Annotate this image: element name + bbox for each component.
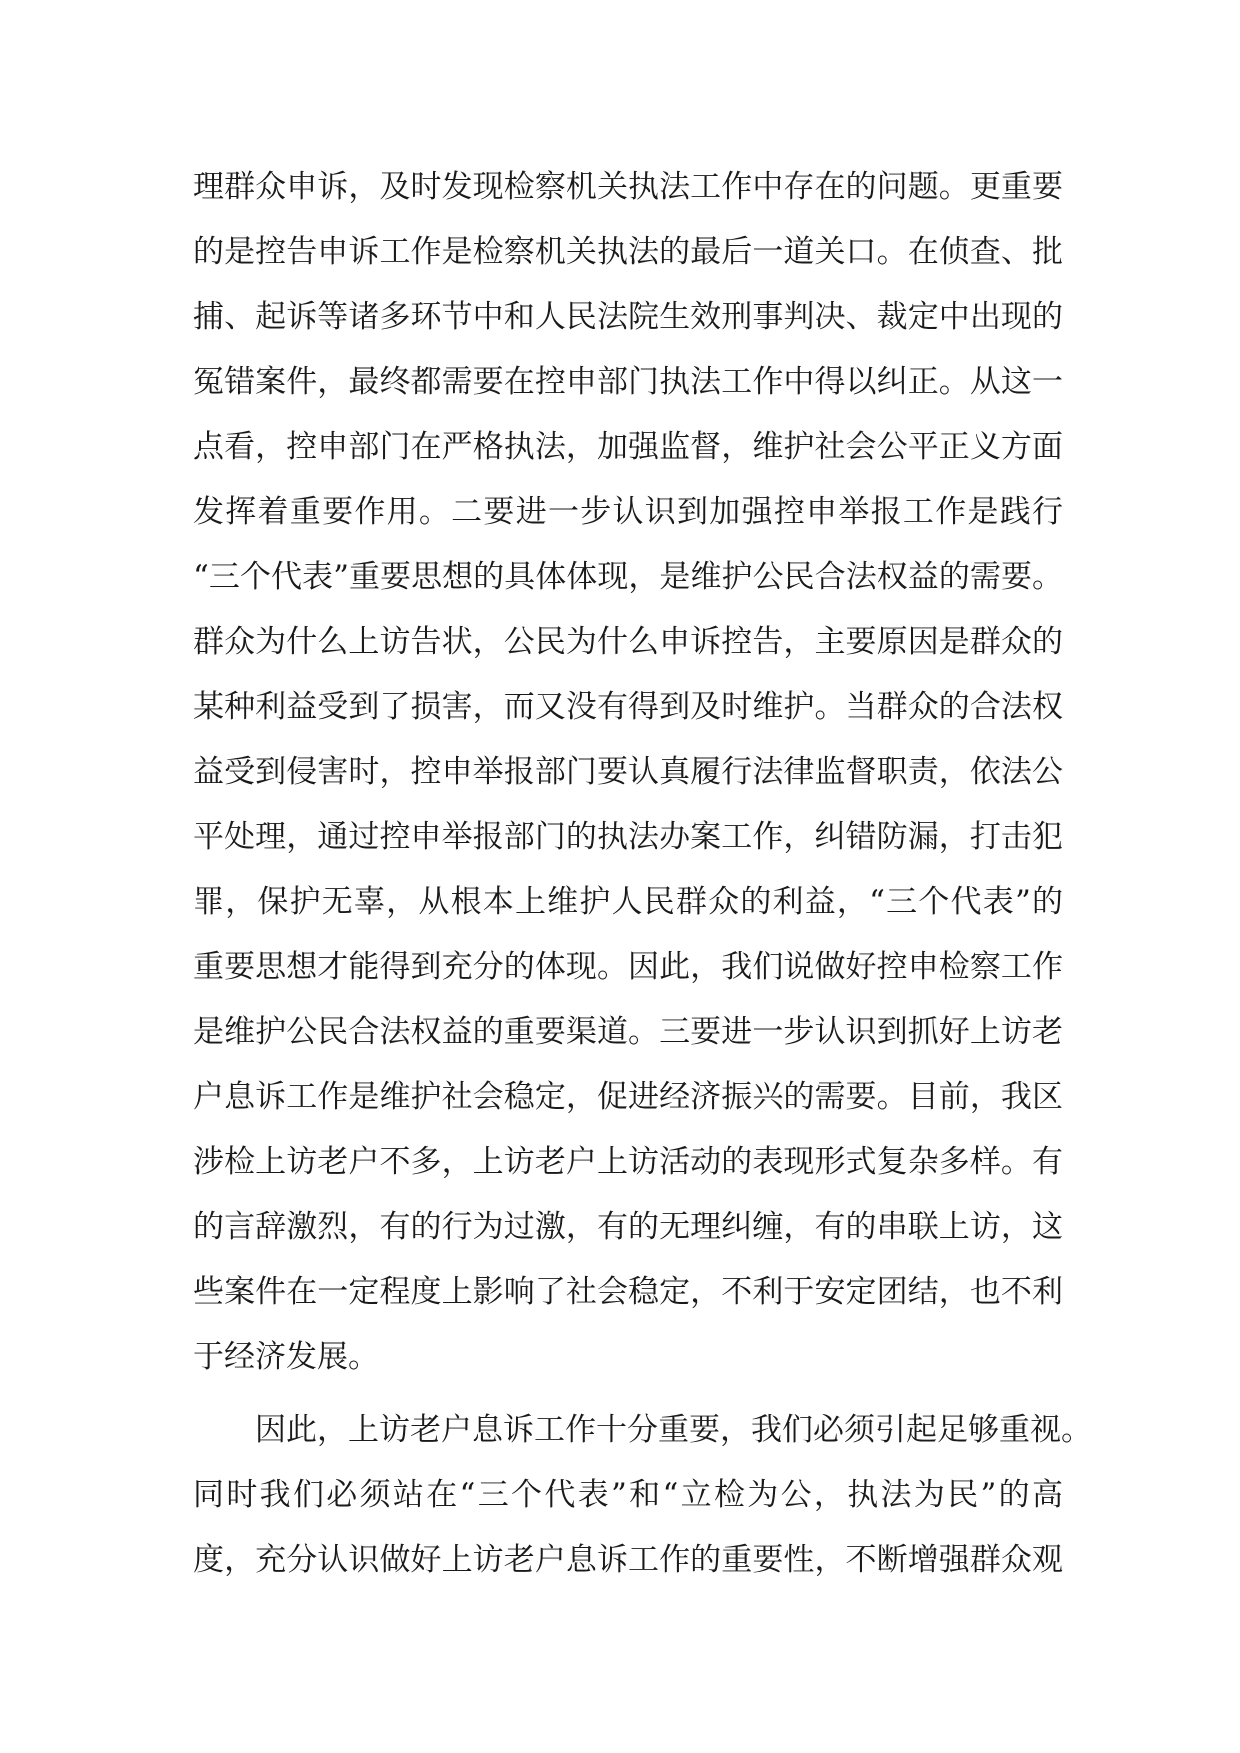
text-line: 罪，保护无辜，从根本上维护人民群众的利益，“三个代表”的 — [193, 884, 1063, 920]
text-line: 平处理，通过控申举报部门的执法办案工作，纠错防漏，打击犯 — [193, 819, 1063, 855]
paragraph — [193, 1398, 1092, 1593]
text-line: 发挥着重要作用。二要进一步认识到加强控申举报工作是践行 — [193, 494, 1063, 530]
text-line: 点看，控申部门在严格执法，加强监督，维护社会公平正义方面 — [193, 429, 1063, 465]
text-line: 捕、起诉等诸多环节中和人民法院生效刑事判决、裁定中出现的 — [193, 299, 1063, 335]
text-line: 群众为什么上访告状，公民为什么申诉控告，主要原因是群众的 — [193, 624, 1063, 660]
text-line: 某种利益受到了损害，而又没有得到及时维护。当群众的合法权 — [193, 689, 1063, 725]
paragraph — [193, 155, 1063, 1390]
text-line: “三个代表”重要思想的具体体现，是维护公民合法权益的需要。 — [193, 559, 1063, 595]
text-line: 度，充分认识做好上访老户息诉工作的重要性，不断增强群众观 — [193, 1542, 1063, 1578]
text-line: 冤错案件，最终都需要在控申部门执法工作中得以纠正。从这一 — [193, 364, 1063, 400]
text-line: 些案件在一定程度上影响了社会稳定，不利于安定团结，也不利 — [193, 1274, 1063, 1310]
text-line: 户息诉工作是维护社会稳定，促进经济振兴的需要。目前，我区 — [193, 1079, 1063, 1115]
text-line: 的言辞激烈，有的行为过激，有的无理纠缠，有的串联上访，这 — [193, 1209, 1063, 1245]
text-line: 是维护公民合法权益的重要渠道。三要进一步认识到抓好上访老 — [193, 1014, 1063, 1050]
text-line: 因此，上访老户息诉工作十分重要，我们必须引起足够重视。 — [255, 1412, 1092, 1448]
text-line: 益受到侵害时，控申举报部门要认真履行法律监督职责，依法公 — [193, 754, 1063, 790]
text-line: 涉检上访老户不多，上访老户上访活动的表现形式复杂多样。有 — [193, 1144, 1063, 1180]
text-line: 重要思想才能得到充分的体现。因此，我们说做好控申检察工作 — [193, 949, 1063, 985]
text-line: 的是控告申诉工作是检察机关执法的最后一道关口。在侦查、批 — [193, 234, 1063, 270]
paragraph-spacer — [193, 1390, 1063, 1398]
text-line: 同时我们必须站在“三个代表”和“立检为公，执法为民”的高 — [193, 1477, 1063, 1513]
text-line: 于经济发展。 — [193, 1339, 379, 1375]
body-text — [193, 155, 1092, 1593]
text-line: 理群众申诉，及时发现检察机关执法工作中存在的问题。更重要 — [193, 169, 1063, 205]
